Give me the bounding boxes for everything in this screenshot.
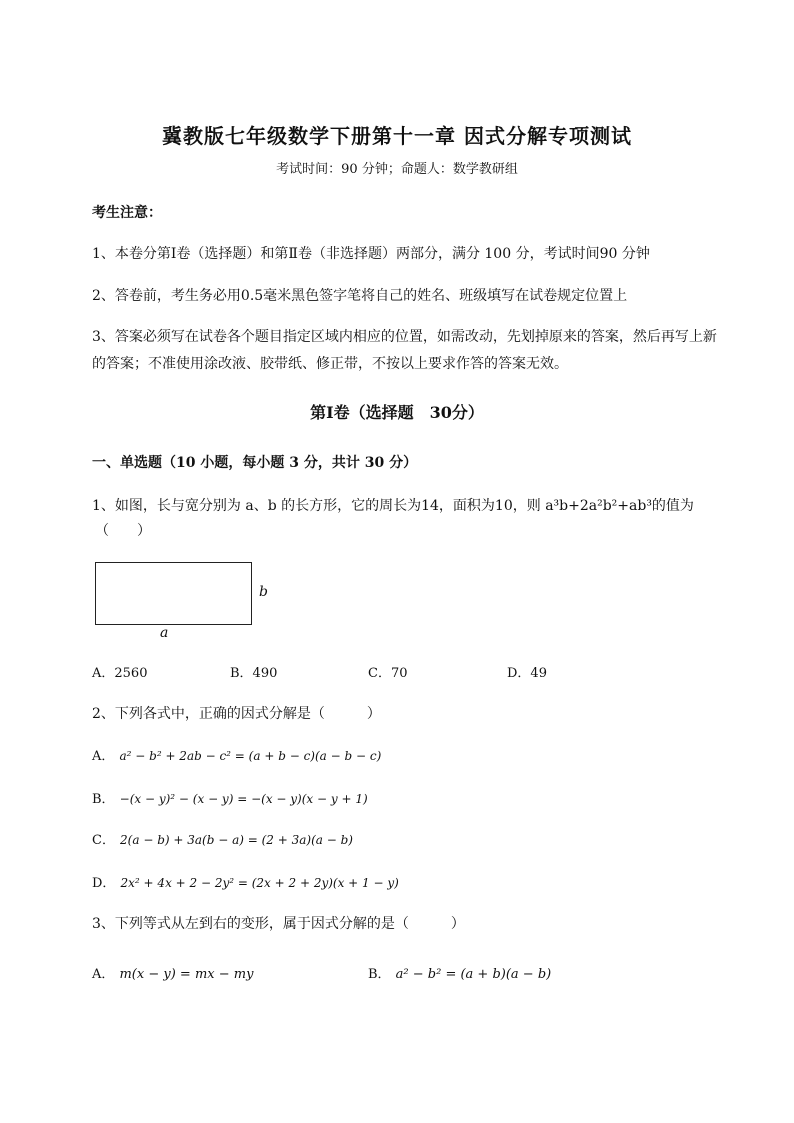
question-3-stem: 3、下列等式从左到右的变形，属于因式分解的是（ ） — [92, 916, 465, 932]
notice-item: 3、答案必须写在试卷各个题目指定区域内相应的位置，如需改动，先划掉原来的答案，然后再写上新 — [92, 329, 717, 345]
answer-blank: （ ） — [95, 523, 151, 539]
option-c[interactable] — [92, 829, 353, 848]
option-d[interactable] — [92, 872, 399, 891]
option-expression: 2(a − b) + 3a(b − a) = (2 + 3a)(a − b) — [120, 833, 353, 847]
option-c[interactable]: C．70 — [368, 666, 408, 681]
side-label-b: b — [259, 584, 268, 600]
option-label: D． — [92, 876, 116, 891]
section-heading: 一、单选题（10 小题，每小题 3 分，共计 30 分） — [92, 455, 418, 471]
side-label-a: a — [160, 625, 169, 641]
notice-item: 的答案；不准使用涂改液、胶带纸、修正带，不按以上要求作答的答案无效。 — [92, 356, 568, 372]
exam-info: 考试时间：90 分钟；命题人：数学教研组 — [276, 162, 518, 177]
option-expression: −(x − y)² − (x − y) = −(x − y)(x − y + 1) — [119, 792, 368, 806]
option-a[interactable]: A．2560 — [92, 666, 148, 681]
notice-item: 2、答卷前，考生务必用0.5毫米黑色签字笔将自己的姓名、班级填写在试卷规定位置上 — [92, 288, 628, 304]
option-b[interactable] — [368, 963, 551, 982]
option-label: C． — [92, 833, 115, 848]
notice-heading: 考生注意： — [92, 205, 162, 221]
option-a[interactable] — [92, 963, 253, 982]
notice-item: 1、本卷分第Ⅰ卷（选择题）和第Ⅱ卷（非选择题）两部分，满分 100 分，考试时间90 分钟 — [92, 246, 650, 262]
question-2-stem: 2、下列各式中，正确的因式分解是（ ） — [92, 706, 381, 722]
option-b[interactable]: B．490 — [230, 666, 278, 681]
rectangle-figure — [95, 562, 252, 625]
option-expression: a² − b² = (a + b)(a − b) — [395, 967, 552, 982]
page-title: 冀教版七年级数学下册第十一章 因式分解专项测试 — [162, 124, 632, 148]
question-1-stem: 1、如图，长与宽分别为 a、b 的长方形，它的周长为14，面积为10，则 a³b+2a²b²+ab³的值为 — [92, 498, 694, 514]
option-expression: a² − b² + 2ab − c² = (a + b − c)(a − b − c) — [119, 749, 382, 763]
option-label: A． — [92, 749, 115, 764]
part-title: 第Ⅰ卷（选择题 30分） — [310, 403, 484, 422]
option-d[interactable]: D．49 — [507, 666, 547, 681]
option-b[interactable] — [92, 788, 368, 807]
option-label: B． — [92, 792, 115, 807]
option-expression: 2x² + 4x + 2 − 2y² = (2x + 2 + 2y)(x + 1 − y) — [120, 876, 399, 890]
option-expression: m(x − y) = mx − my — [119, 967, 254, 982]
option-label: A． — [92, 967, 115, 982]
option-label: B． — [368, 967, 391, 982]
option-a[interactable] — [92, 745, 381, 764]
